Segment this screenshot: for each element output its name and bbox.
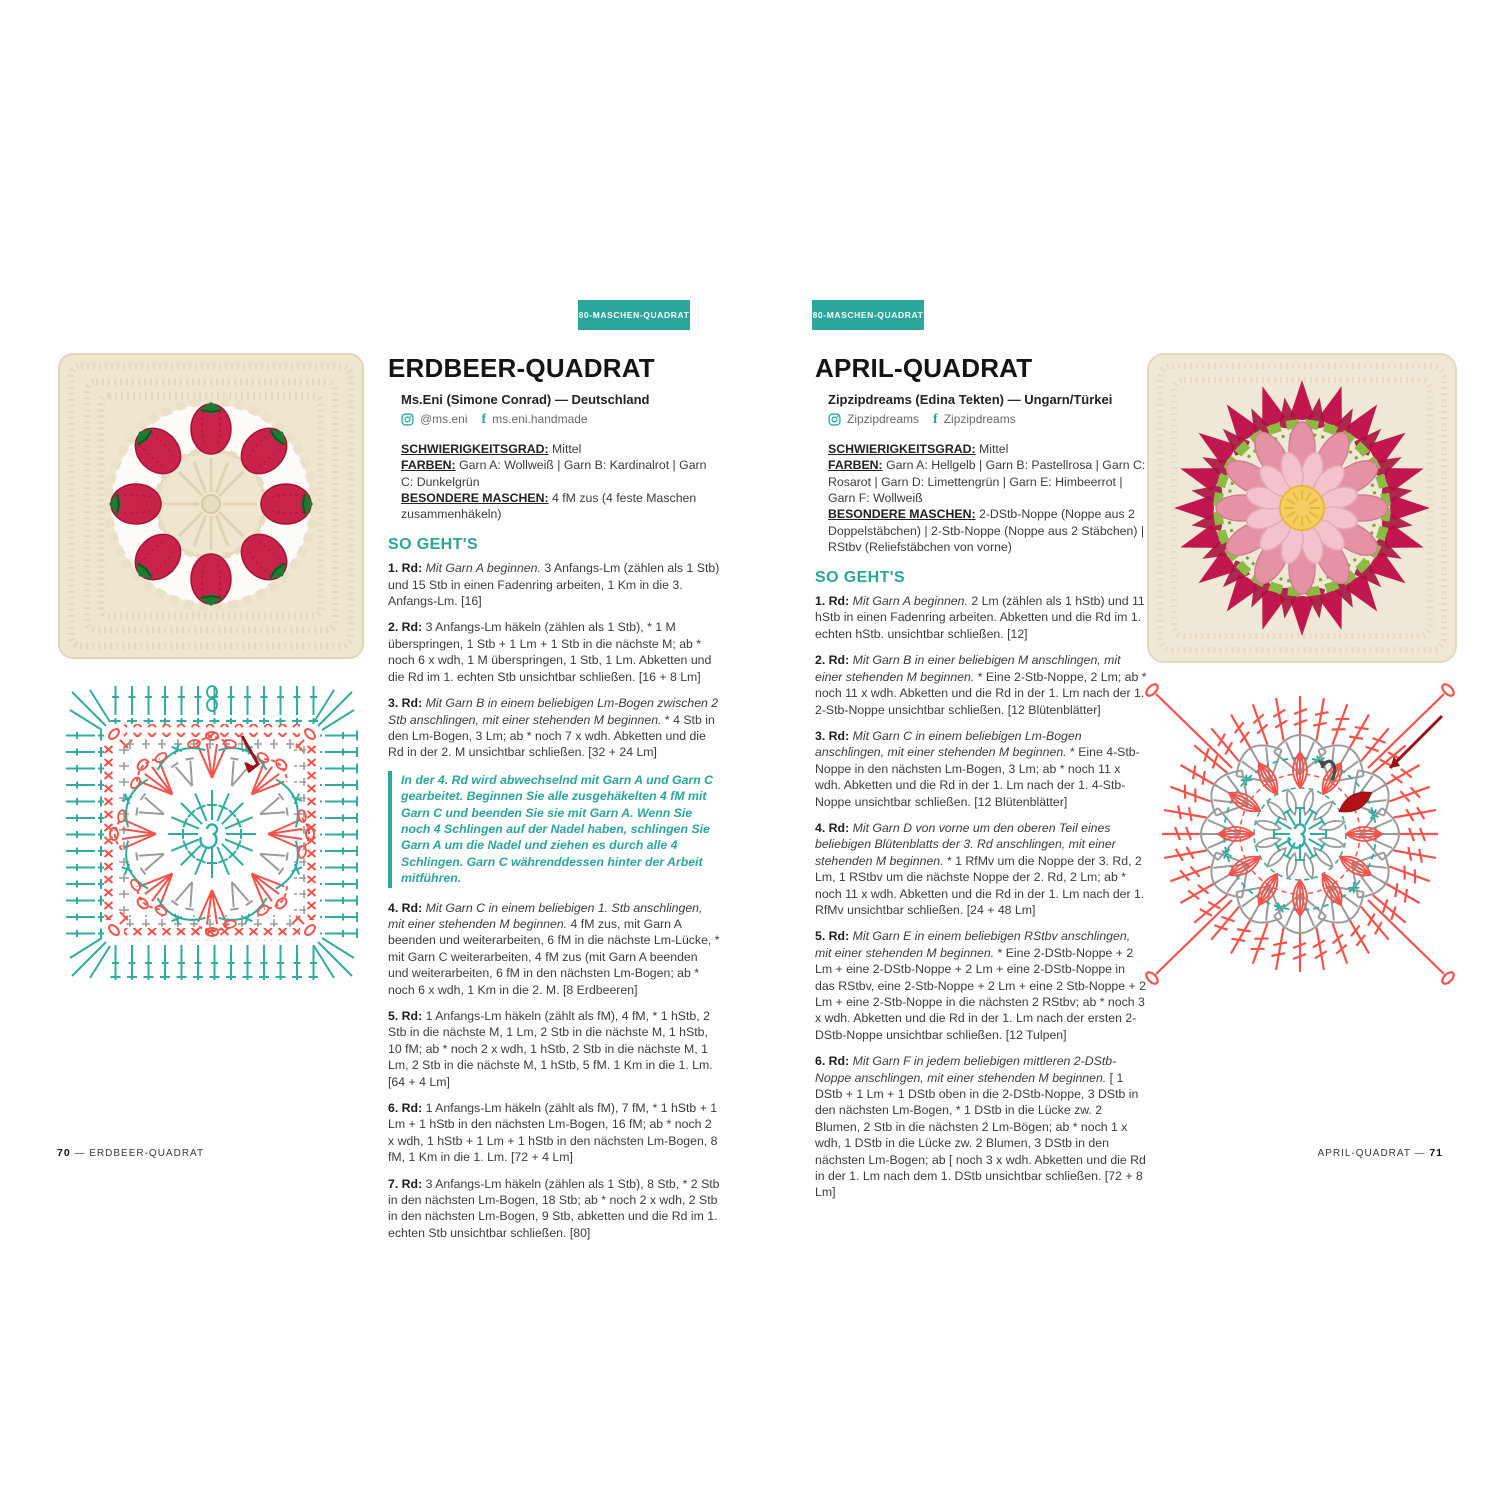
step-text: 3 Anfangs-Lm (zählen als 1 Stb) und 15 Stb in einen Fadenring arbeiten, 1 Km in die 3. Anfangs-Lm. [16] <box>388 561 720 609</box>
step-lead: Mit Garn B in einer beliebigen M anschlingen, mit einer stehenden M beginnen. <box>815 653 1121 684</box>
step-number: 6. Rd: <box>388 1101 423 1116</box>
meta-value: Garn A: Wollweiß | Garn B: Kardinalrot | Garn C: Dunkelgrün <box>401 458 707 489</box>
step-number: 1. Rd: <box>815 594 850 609</box>
left-page-column <box>388 350 721 1251</box>
step-number: 4. Rd: <box>388 900 423 915</box>
page-number: 70 <box>57 1147 71 1159</box>
page-number: 71 <box>1429 1147 1443 1159</box>
meta-value: Mittel <box>552 441 582 456</box>
social-line <box>828 411 1148 427</box>
author-line: Zipzipdreams (Edina Tekten) — Ungarn/Türkei <box>828 392 1113 407</box>
step <box>388 619 721 685</box>
step <box>815 728 1148 810</box>
step <box>815 1053 1148 1201</box>
section-heading: SO GEHT'S <box>815 568 906 586</box>
instagram-handle: Zipzipdreams <box>847 412 920 427</box>
crochet-chart-strawberry <box>58 678 366 990</box>
step-number: 6. Rd: <box>815 1054 850 1069</box>
step <box>388 1100 721 1166</box>
step <box>815 652 1148 718</box>
page-title-left: ERDBEER-QUADRAT <box>388 353 655 383</box>
step-text: * Eine 2-DStb-Noppe + 2 Lm + eine 2-DStb-Noppe + 2 Lm + eine 2-DStb-Noppe in das RStbv, eine 2-Stb-Noppe + 2 Lm + eine 2 Stb-Noppe + 2 Lm + eine 2-Stb-Noppe in die nächsten 2 RStbv; ab * noch 3 x wdh. Abketten und die Rd in der 1. Lm nach der ersten 2-DStb-Noppe unsichtbar schließen. [12 Tulpen] <box>815 945 1146 1042</box>
step-text: * 1 RfMv um die Noppe der 3. Rd, 2 Lm, 1 RStbv um die nächste Noppe der 2. Rd, 2 Lm; ab * noch 11 x wdh. Abketten und die Rd in der 1. Lm nach der 1. RfMv unsichtbar schließen. [24 + 48 Lm] <box>815 853 1145 917</box>
meta-label: SCHWIERIGKEITSGRAD: <box>401 441 549 456</box>
step <box>388 1176 721 1242</box>
step-text: 2 Lm (zählen als 1 hStb) und 11 hStb in einen Fadenring arbeiten. Abketten und die Rd im 1. echten hStb. unsichtbar schließen. [12] <box>815 594 1145 641</box>
author-line: Ms.Eni (Simone Conrad) — Deutschland <box>401 392 650 407</box>
step-number: 2. Rd: <box>815 653 850 668</box>
step-lead: Mit Garn E in einem beliebigen RStbv anschlingen, mit einer stehenden M beginnen. <box>815 929 1131 960</box>
step-text: * Eine 4-Stb-Noppe in den nächsten Lm-Bogen, 3 Lm; ab * noch 11 x wdh. Abketten und die Rd in der 1. Lm nach der 1. 4-Stb-Noppe unsichtbar schließen. [12 Blütenblätter] <box>815 745 1140 809</box>
strawberry-square-photo <box>55 352 368 663</box>
step-number: 5. Rd: <box>388 1009 423 1023</box>
footer-right <box>1318 1147 1443 1159</box>
meta-label: BESONDERE MASCHEN: <box>401 491 549 506</box>
meta-label: SCHWIERIGKEITSGRAD: <box>828 441 976 456</box>
step <box>815 928 1148 1043</box>
technique-note: In der 4. Rd wird abwechselnd mit Garn A und Garn C gearbeitet. Beginnen Sie alle zusgehäkelten 4 fM mit Garn C und beenden Sie sie mit Garn A. Wenn Sie noch 4 Schlingen auf der Nadel haben, schlingen Sie Garn A um die Nadel und ziehen es durch alle 4 Schlingen. Garn C währenddessen hinter der Arbeit mitführen. <box>388 771 721 888</box>
facebook-icon: f <box>481 412 487 428</box>
step-text: 3 Anfangs-Lm häkeln (zählen als 1 Stb), * 1 M überspringen, 1 Stb + 1 Lm + 1 Stb in die nächste M; ab * noch 6 x wdh, 1 M überspringen, 1 Stb, 1 Lm. Abketten und die Rd im 1. echten Stb unsichtbar schließen. [16 + 8 Lm] <box>388 620 712 684</box>
step-text: 4 fM zus, mit Garn A beenden und weiterarbeiten, 6 fM in die nächste Lm-Lücke, * mit Garn C weiterarbeiten, 4 fM zus (mit Garn A beenden und weiterarbeiten, 6 fM in den nächsten Lm-Bogen; ab * noch 6 x wdh, 1 Km in die 2. M. [8 Erdbeeren] <box>388 916 720 997</box>
footer-label: — ERDBEER-QUADRAT <box>74 1148 205 1159</box>
page-title-right: APRIL-QUADRAT <box>815 353 1033 383</box>
facebook-handle: Zipzipdreams <box>943 412 1016 427</box>
meta-value: Garn A: Hellgelb | Garn B: Pastellrosa | Garn C: Rosarot | Garn D: Limettengrün | Garn E: Himbeerrot | Garn F: Wollweiß <box>828 458 1146 506</box>
step-number: 2. Rd: <box>388 620 423 635</box>
step-lead: Mit Garn F in jedem beliebigen mittleren 2-DStb-Noppe anschlingen, mit einer stehenden M beginnen. <box>815 1054 1117 1085</box>
step-text: 1 Anfangs-Lm häkeln (zählt als fM), 7 fM, * 1 hStb + 1 Lm + 1 hStb in den nächsten Lm-Bogen, 16 fM; ab * noch 2 x wdh, 1 hStb + 1 Lm + 1 hStb in den nächsten Lm-Bogen, 8 fM, 1 Km in die 1. Lm. [72 + 4 Lm] <box>388 1101 718 1165</box>
social-line <box>401 411 721 427</box>
meta-value: 4 fM zus (4 feste Maschen zusammenhäkeln) <box>401 491 697 522</box>
step-lead: Mit Garn A beginnen. <box>425 561 541 576</box>
instagram-handle: @ms.eni <box>420 412 468 427</box>
step-text: [ 1 DStb + 1 Lm + 1 DStb oben in die 2-DStb-Noppe, 3 DStb in den nächsten Lm-Bogen, * 1 DStb in die Lücke zw. 2 Blumen, 2 Stb in die nächsten 2 Lm-Bögen; ab * noch 1 x wdh, 1 DStb in die Lücke zw. 2 Blumen, 3 DStb in den nächsten Lm-Bogen; ab [ noch 3 x wdh. Abketten und die Rd in der 1. Lm nach dem 1. DStb unsichtbar schließen. [72 + 8 Lm] <box>815 1070 1146 1200</box>
step <box>388 695 721 761</box>
step <box>388 560 721 609</box>
step <box>388 900 721 998</box>
section-heading: SO GEHT'S <box>388 535 479 553</box>
meta-label: BESONDERE MASCHEN: <box>828 507 976 522</box>
step-text: 1 Anfangs-Lm häkeln (zählt als fM), 4 fM, * 1 hStb, 2 Stb in die nächste M, 1 Lm, 2 Stb in die nächste M, 1 hStb, 10 fM; ab * noch 2 x wdh, 1 hStb, 2 Stb in die nächste M, 1 Lm, 2 Stb in die nächste M, 1 hStb, 5 fM. 1 Km in die 1. Lm. [64 + 4 Lm] <box>388 1009 713 1089</box>
facebook-handle: ms.eni.handmade <box>492 412 588 427</box>
section-badge-right: 80-MASCHEN-QUADRAT <box>812 300 924 330</box>
step-lead: Mit Garn C in einem beliebigen 1. Stb anschlingen, mit einer stehenden M beginnen. <box>388 900 703 931</box>
meta-value: 2-DStb-Noppe (Noppe aus 2 Doppelstäbchen) | 2-Stb-Noppe (Noppe aus 2 Stäbchen) | RStbv (Reliefstäbchen von vorne) <box>828 507 1145 555</box>
step-number: 7. Rd: <box>388 1176 423 1191</box>
footer-label: APRIL-QUADRAT — <box>1317 1148 1426 1159</box>
step-number: 5. Rd: <box>815 929 850 944</box>
meta-label: FARBEN: <box>401 458 456 473</box>
step-number: 1. Rd: <box>388 561 423 576</box>
step <box>388 1008 721 1090</box>
footer-left <box>57 1147 204 1159</box>
meta-label: FARBEN: <box>828 458 883 473</box>
april-square-photo <box>1142 352 1462 667</box>
step-number: 4. Rd: <box>815 820 850 835</box>
step <box>815 820 1148 918</box>
step-lead: Mit Garn B in einem beliebigen Lm-Bogen zwischen 2 Stb anschlingen, mit einer stehenden M beginnen. <box>388 696 719 727</box>
step-text: 3 Anfangs-Lm häkeln (zählen als 1 Stb), 8 Stb, * 2 Stb in den nächsten Lm-Bogen, 18 Stb; ab * noch 2 x wdh, 2 Stb in den nächsten Lm-Bogen, 9 Stb, abketten und die Rd im 1. echten Stb unsichtbar schließen. [80] <box>388 1176 720 1240</box>
step-lead: Mit Garn C in einem beliebigen Lm-Bogen anschlingen, mit einer stehenden M beginnen. <box>815 728 1082 760</box>
section-badge-left: 80-MASCHEN-QUADRAT <box>578 300 690 330</box>
step <box>815 593 1148 642</box>
step-text: * Eine 2-Stb-Noppe, 2 Lm; ab * noch 11 x wdh. Abketten und die Rd in der 1. Lm nach der 1. 2-Stb-Noppe unsichtbar schließen. [12 Blütenblätter] <box>815 669 1147 717</box>
step-number: 3. Rd: <box>388 696 423 711</box>
facebook-icon: f <box>933 412 938 428</box>
step-number: 3. Rd: <box>815 728 850 743</box>
pattern-meta <box>828 441 1148 556</box>
crochet-chart-april <box>1132 676 1468 1002</box>
instagram-icon <box>828 413 841 426</box>
right-page-column <box>815 350 1148 1211</box>
step-lead: Mit Garn A beginnen. <box>852 594 968 609</box>
instagram-icon <box>401 413 414 426</box>
step-lead: Mit Garn D von vorne um den oberen Teil eines beliebigen Blütenblatts der 3. Rd anschlingen, mit einer stehenden M beginnen. <box>815 820 1116 868</box>
pattern-meta <box>401 441 721 523</box>
step-text: * 4 Stb in den Lm-Bogen, 3 Lm; ab * noch 7 x wdh. Abketten und die Rd in der 2. M unsichtbar schließen. [32 + 24 Lm] <box>388 712 715 760</box>
meta-value: Mittel <box>979 441 1009 456</box>
